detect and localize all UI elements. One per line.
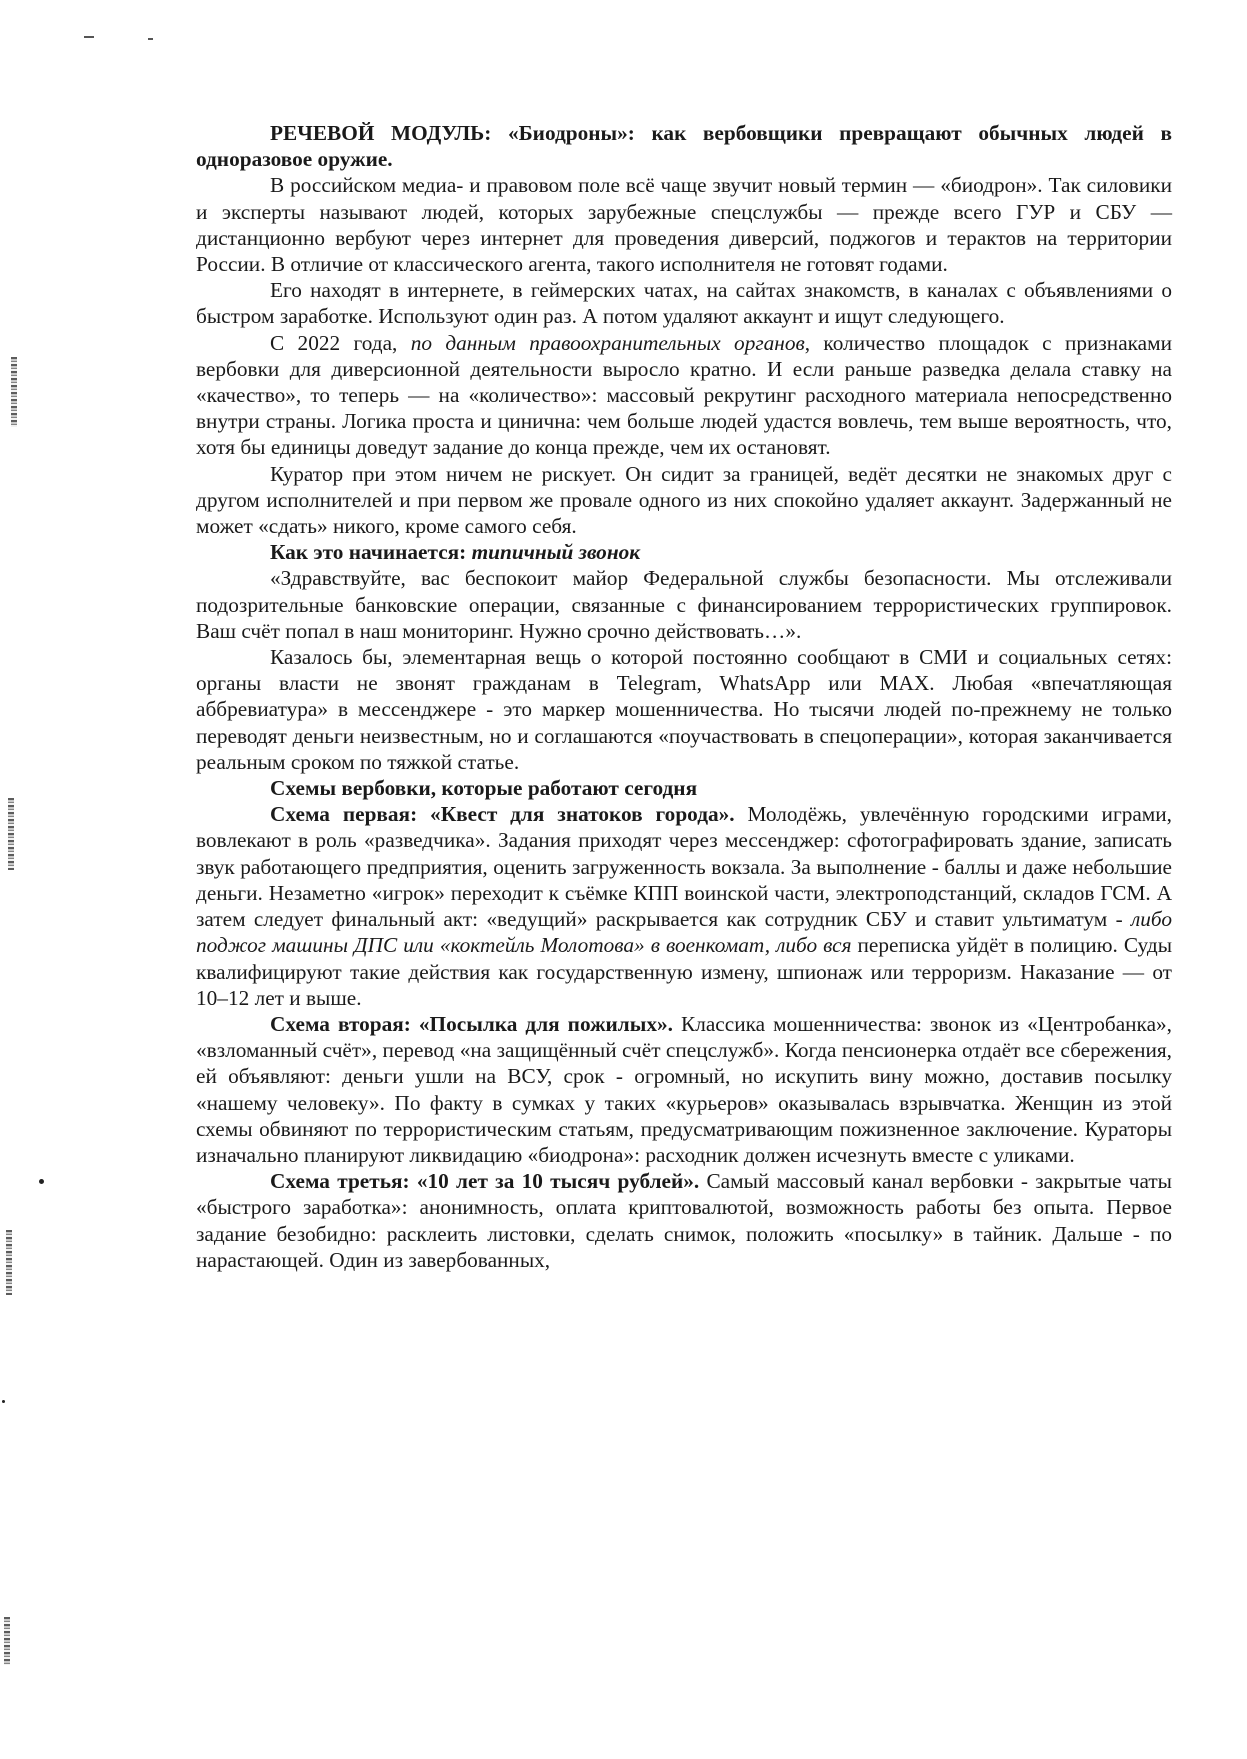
paragraph-italic-text: по данным правоохранительных органов [410,330,805,355]
scheme-lead: Схема вторая: «Посылка для пожилых». [270,1011,673,1036]
scheme-body: Молодёжь, увлечённую городскими играми, вовлекают в роль «разведчика». Задания приходят через мессенджер: сфотографировать здание, записать звук работающего предприятия, оценить загруженность вокзала. За выполнение - баллы и даже небольшие деньги. Незаметно «игрок» переходит к съёмке КПП воинской части, электроподстанций, складов ГСМ. А затем следует финальный акт: «ведущий» раскрывается как сотрудник СБУ и ставит ультиматум - [196,802,1172,932]
document-page [196,120,1172,1273]
paragraph [196,330,1172,461]
scan-mark [148,38,153,40]
paragraph: «Здравствуйте, вас беспокоит майор Федеральной службы безопасности. Мы отслеживали подозрительные банковские операции, связанные с финансированием террористических группировок. Ваш счёт попал в наш мониторинг. Нужно срочно действовать…». [196,566,1172,643]
paragraph: Его находят в интернете, в геймерских чатах, на сайтах знакомств, в каналах с объявлениями о быстром заработке. Используют один раз. А потом удаляют аккаунт и ищут следующего. [196,278,1172,329]
paragraph: Казалось бы, элементарная вещь о которой постоянно сообщают в СМИ и социальных сетях: органы власти не звонят гражданам в Telegram, WhatsApp или MAX. Любая «впечатляющая аббревиатура» в мессенджере - это маркер мошенничества. Но тысячи людей по-прежнему не только переводят деньги неизвестным, но и соглашаются «поучаствовать в спецоперации», которая заканчивается реальным сроком по тяжкой статье. [196,645,1172,774]
section-heading: Схемы вербовки, которые работают сегодня [270,776,698,801]
scheme-italic: либо поджог машины ДПС или «коктейль Молотова» в военкомат, либо вся [196,907,1172,958]
scan-edge-mark [11,357,17,427]
scheme-lead: Схема третья: «10 лет за 10 тысяч рублей». [270,1169,700,1194]
scheme-paragraph [196,1011,1172,1168]
paragraph-text: , количество площадок с признаками вербовки для диверсионной деятельности выросло кратно. И если раньше разведка делала ставку на «качество», то теперь — на «количество»: массовый рекрутинг расходного материала непосредственно внутри страны. Логика проста и цинична: чем больше людей удастся вовлечь, тем выше вероятность, что, хотя бы единицы доведут задание до конца прежде, чем их остановят. [196,330,1173,460]
scan-mark [84,36,94,38]
paragraph-text: С 2022 года, [270,330,411,355]
document-title: РЕЧЕВОЙ МОДУЛЬ: «Биодроны»: как вербовщики превращают обычных людей в одноразовое оружие. [196,121,1172,172]
heading-text: Как это начинается: [270,540,472,565]
scan-dot [39,1179,44,1184]
heading-italic-text: типичный звонок [471,540,641,565]
scan-dot [2,1400,5,1403]
paragraph: В российском медиа- и правовом поле всё чаще звучит новый термин — «биодрон». Так силовики и эксперты называют людей, которых зарубежные спецслужбы — прежде всего ГУР и СБУ — дистанционно вербуют через интернет для проведения диверсий, поджогов и терактов на территории России. В отличие от классического агента, такого исполнителя не готовят годами. [196,173,1172,277]
scan-edge-mark [4,1617,10,1665]
scheme-body: Самый массовый канал вербовки - закрытые чаты «быстрого заработка»: анонимность, оплата криптовалютой, возможность работы без опыта. Первое задание безобидно: расклеить листовки, сделать снимок, положить «посылку» в тайник. Дальше - по нарастающей. Один из завербованных, [196,1169,1172,1272]
scheme-body: переписка уйдёт в полицию. Суды квалифицируют такие действия как государственную измену, шпионаж или терроризм. Наказание — от 10–12 лет и выше. [196,933,1172,1010]
scheme-paragraph [196,1168,1172,1273]
scheme-body: Классика мошенничества: звонок из «Центробанка», «взломанный счёт», перевод «на защищённый счёт спецслужб». Когда пенсионерка отдаёт все сбережения, ей объявляют: деньги ушли на ВСУ, срок - огромный, но искупить вину можно, доставив посылку «нашему человеку». По факту в сумках у таких «курьеров» оказывалась взрывчатка. Женщин из этой схемы обвиняют по террористическим статьям, предусматривающим пожизненное заключение. Кураторы изначально планируют ликвидацию «биодрона»: расходник должен исчезнуть вместе с уликами. [196,1011,1172,1167]
scheme-paragraph [196,801,1172,1011]
scheme-lead: Схема первая: «Квест для знатоков города». [270,802,735,827]
scan-edge-mark [8,798,14,870]
paragraph: Куратор при этом ничем не рискует. Он сидит за границей, ведёт десятки не знакомых друг с другом исполнителей и при первом же провале одного из них спокойно удаляет аккаунт. Задержанный не может «сдать» никого, кроме самого себя. [196,461,1172,539]
section-heading [196,539,1172,565]
scan-edge-mark [6,1230,12,1295]
